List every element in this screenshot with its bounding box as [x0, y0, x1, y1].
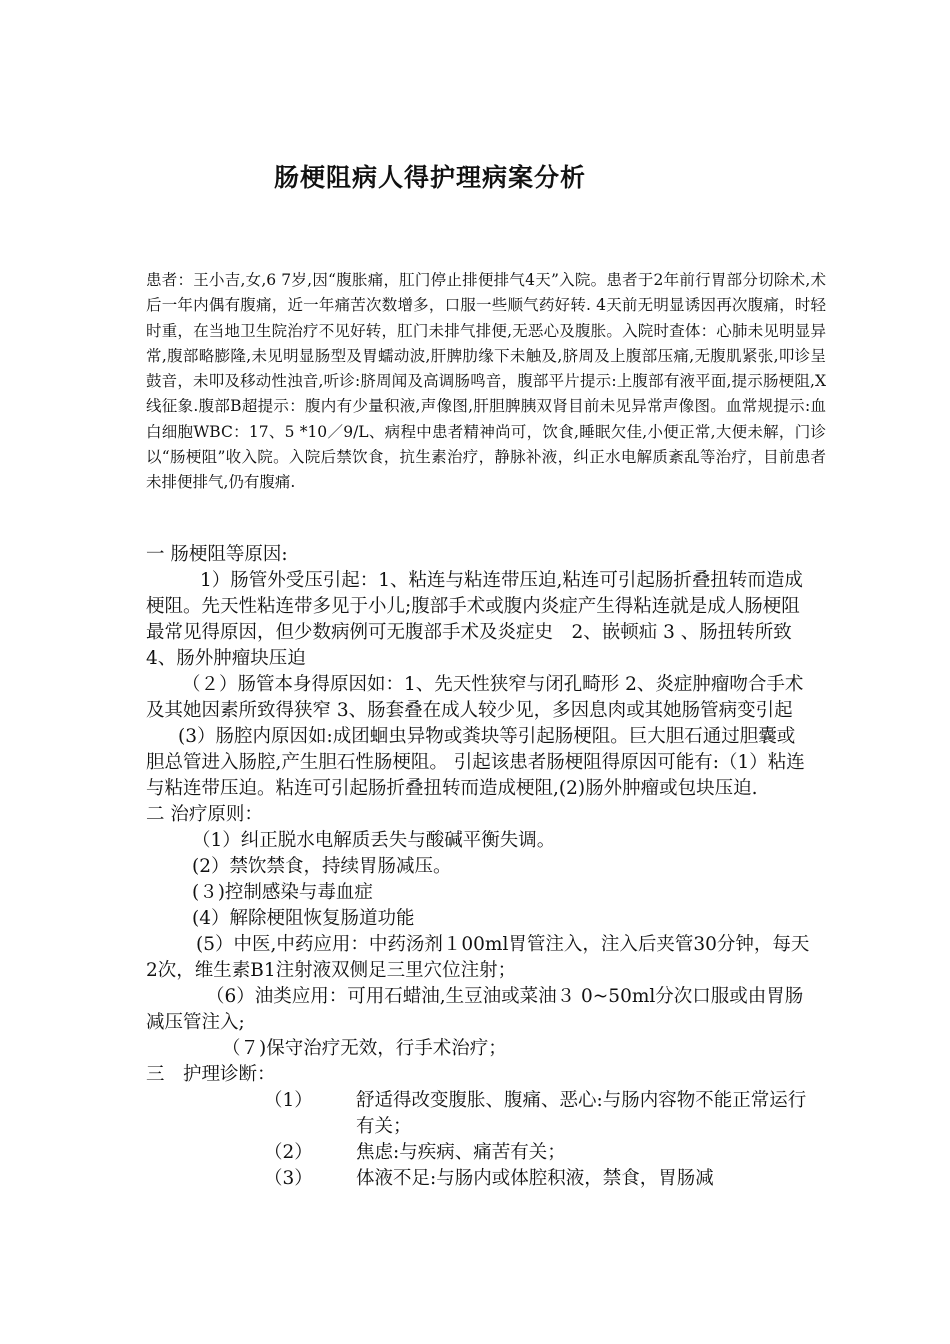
- diagnosis-text: 焦虑:与疾病、痛苦有关；: [356, 1142, 566, 1163]
- diagnosis-number: （3）: [264, 1168, 313, 1189]
- diagnosis-item: [146, 1088, 811, 1140]
- case-intro-paragraph: 患者：王小吉,女,6 7岁,因“腹胀痛，肛门停止排便排气4天”入院。患者于2年前行胃部分切除术,术后一年内偶有腹痛，近一年痛苦次数增多，口服一些顺气药好转. 4天前无明显诱因再次腹痛，时轻时重，在当地卫生院治疗不见好转，肛门未排气排便,无恶心及腹胀。入院时查体：心肺未见明显异常,腹部略膨隆,未见明显肠型及胃蠕动波,肝脾肋缘下未触及,脐周及上腹部压痛,无腹肌紧张,叩诊呈鼓音，未叩及移动性浊音,听诊:脐周闻及高调肠鸣音，腹部平片提示:上腹部有液平面,提示肠梗阻,X线征象.腹部B超提示：腹内有少量积液,声像图,肝胆脾胰双肾目前未见异常声像图。血常规提示:血白细胞WBC：17、5 *10／9/L、病程中患者精神尚可，饮食,睡眠欠佳,小便正常,大便未解，门诊以“肠梗阻”收入院。入院后禁饮食，抗生素治疗，静脉补液，纠正水电解质紊乱等治疗，目前患者未排便排气,仍有腹痛.: [146, 271, 826, 492]
- treatment-item: (5）中医,中药应用：中药汤剂１00ml胃管注入，注入后夹管30分钟，每天2次，维生素B1注射液双侧足三里穴位注射；: [146, 934, 810, 981]
- section-heading-causes: 一 肠梗阻等原因:: [146, 544, 288, 565]
- diagnosis-text: 舒适得改变腹胀、腹痛、恶心:与肠内容物不能正常运行有关；: [356, 1090, 807, 1137]
- section-heading-nursing-diagnosis: 三 护理诊断：: [146, 1064, 276, 1085]
- diagnosis-item: [146, 1140, 811, 1166]
- treatment-item: (３)控制感染与毒血症: [192, 882, 373, 903]
- document-body: [146, 542, 811, 1192]
- treatment-item: （1）纠正脱水电解质丢失与酸碱平衡失调。: [192, 830, 556, 851]
- treatment-item: （6）油类应用：可用石蜡油,生豆油或菜油３ 0~50ml分次口服或由胃肠减压管注入;: [146, 986, 804, 1033]
- diagnosis-text: 体液不足:与肠内或体腔积液，禁食，胃肠减: [356, 1168, 714, 1189]
- treatment-item: (4）解除梗阻恢复肠道功能: [192, 908, 415, 929]
- section-heading-treatment: 二 治疗原则：: [146, 804, 263, 825]
- document-title: 肠梗阻病人得护理病案分析: [273, 163, 586, 192]
- cause-external-compression: 1）肠管外受压引起：1、粘连与粘连带压迫,粘连可引起肠折叠扭转而造成梗阻。先天性粘连带多见于小儿;腹部手术或腹内炎症产生得粘连就是成人肠梗阻最常见得原因，但少数病例可无腹部手术及炎症史 2、嵌顿疝 3 、肠扭转所致 4、肠外肿瘤块压迫: [146, 570, 803, 669]
- treatment-item: (2）禁饮禁食，持续胃肠减压。: [192, 856, 452, 877]
- cause-intraluminal: (3）肠腔内原因如:成团蛔虫异物或粪块等引起肠梗阻。巨大胆石通过胆囊或胆总管进入肠腔,产生胆石性肠梗阻。 引起该患者肠梗阻得原因可能有:（1）粘连与粘连带压迫。粘连可引起肠折叠扭转而造成梗阻,(2)肠外肿瘤或包块压迫.: [146, 726, 805, 799]
- diagnosis-item: [146, 1166, 811, 1192]
- cause-intestinal-itself: （２）肠管本身得原因如：1、先天性狭窄与闭孔畸形 2、炎症肿瘤吻合手术及其她因素所致得狭窄 3、肠套叠在成人较少见，多因息肉或其她肠管病变引起: [146, 674, 804, 721]
- diagnosis-number: （2）: [264, 1142, 313, 1163]
- treatment-item: （７)保守治疗无效，行手术治疗；: [222, 1038, 507, 1059]
- diagnosis-number: （1）: [264, 1090, 313, 1111]
